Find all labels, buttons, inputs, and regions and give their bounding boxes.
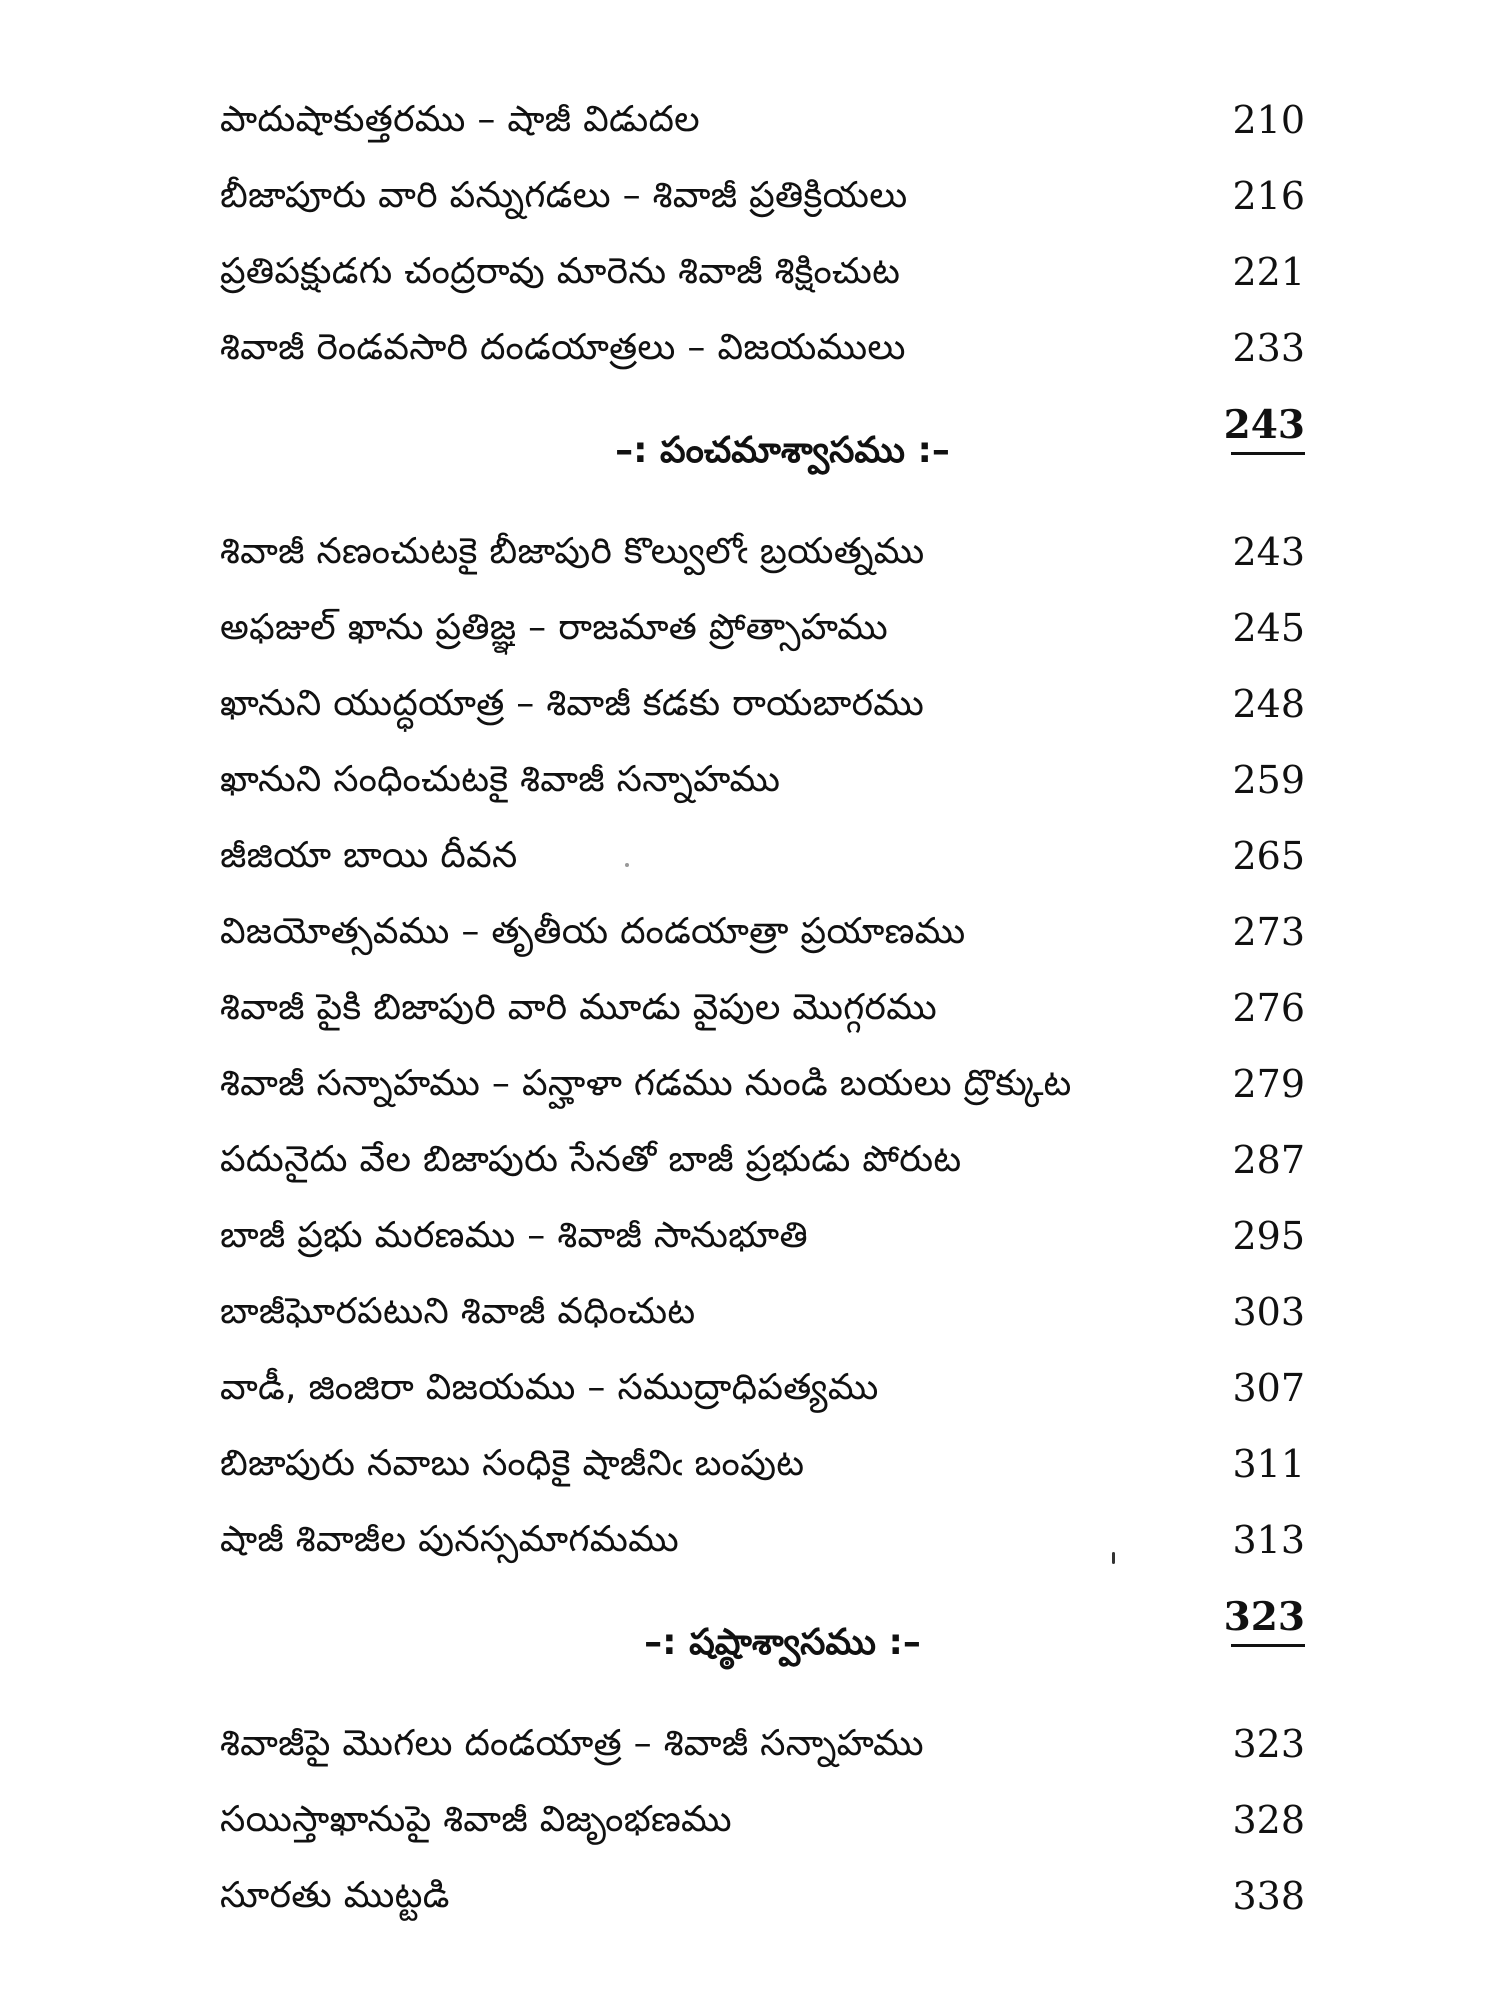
toc-entry-title: శివాజీ సన్నాహము – పన్హాళా గడము నుండి బయలు ద్రొక్కుట <box>220 1063 1072 1104</box>
toc-entry-page: 295 <box>1232 1214 1305 1258</box>
toc-entry <box>220 970 1305 1046</box>
section-page-number: 323 <box>1223 1594 1305 1640</box>
toc-entry-title: సయిస్తాఖానుపై శివాజీ విజృంభణము <box>220 1799 732 1840</box>
toc-entry-page: 221 <box>1232 250 1305 294</box>
toc-entry-title: శివాజీ రెండవసారి దండయాత్రలు – విజయములు <box>220 327 906 368</box>
section-title: –: పంచమాశ్వాసము :– <box>615 430 950 471</box>
toc-entry-page: 233 <box>1232 326 1305 370</box>
toc-entry-title: పదునైదు వేల బిజాపురు సేనతో బాజీ ప్రభుడు పోరుట <box>220 1139 962 1180</box>
toc-entry <box>220 1198 1305 1274</box>
toc-entry <box>220 1046 1305 1122</box>
toc-entry-page: 311 <box>1232 1442 1305 1486</box>
scan-mark <box>1112 1552 1115 1564</box>
toc-entry-page: 276 <box>1232 986 1305 1030</box>
toc-entry-page: 313 <box>1232 1518 1305 1562</box>
spacer <box>220 498 1305 514</box>
toc-entry <box>220 818 1305 894</box>
section-title: –: షష్ఠాశ్వాసము :– <box>644 1622 921 1663</box>
toc-entry-page: 307 <box>1232 1366 1305 1410</box>
toc-entry-title: శివాజీ పైకి బిజాపురి వారి మూడు వైపుల మొగ్గరము <box>220 987 938 1028</box>
section-page-number: 243 <box>1223 402 1305 448</box>
toc-entry-page: 248 <box>1232 682 1305 726</box>
toc-entry <box>220 1274 1305 1350</box>
toc-entry-page: 303 <box>1232 1290 1305 1334</box>
toc-entry-page: 245 <box>1232 606 1305 650</box>
toc-entry <box>220 590 1305 666</box>
toc-entry-page: 243 <box>1232 530 1305 574</box>
toc-entry <box>220 1782 1305 1858</box>
scan-speck <box>625 863 629 867</box>
toc-entry <box>220 666 1305 742</box>
section-page-underline <box>1231 452 1305 455</box>
toc-entry-page: 216 <box>1232 174 1305 218</box>
toc-entry-title: బాజీఘోరపటుని శివాజీ వధించుట <box>220 1291 696 1332</box>
toc-entry <box>220 234 1305 310</box>
toc-entry-title: శివాజీపై మొగలు దండయాత్ర – శివాజీ సన్నాహము <box>220 1723 924 1764</box>
section-page-underline <box>1231 1644 1305 1647</box>
toc-entry <box>220 1502 1305 1578</box>
toc-entry <box>220 158 1305 234</box>
toc-entry <box>220 514 1305 590</box>
toc-entry <box>220 894 1305 970</box>
toc-entry-title: పాదుషాకుత్తరము – షాజీ విడుదల <box>220 99 700 140</box>
toc-entry-title: శివాజీ నణంచుటకై బీజాపురి కొల్వులోఁ బ్రయత్నము <box>220 531 925 572</box>
toc-entry-title: ఖానుని యుద్ధయాత్ర – శివాజీ కడకు రాయబారము <box>220 683 925 724</box>
toc-entry-page: 279 <box>1232 1062 1305 1106</box>
toc-entry-title: బాజీ ప్రభు మరణము – శివాజీ సానుభూతి <box>220 1215 808 1256</box>
toc-entry-title: ప్రతిపక్షుడగు చంద్రరావు మారెను శివాజీ శిక్షించుట <box>220 251 901 292</box>
toc-entry-title: ఖానుని సంధించుటకై శివాజీ సన్నాహము <box>220 759 781 800</box>
toc-entry <box>220 1122 1305 1198</box>
toc-entry-page: 273 <box>1232 910 1305 954</box>
toc-entry <box>220 82 1305 158</box>
section-heading-panchama <box>220 386 1305 498</box>
toc-entry-title: జీజియా బాయి దీవన <box>220 835 518 876</box>
toc-entry <box>220 1350 1305 1426</box>
toc-entry-page: 210 <box>1232 98 1305 142</box>
toc-entry-page: 259 <box>1232 758 1305 802</box>
toc-entry-title: వాడీ, జింజిరా విజయము – సముద్రాధిపత్యము <box>220 1367 879 1408</box>
toc-entry <box>220 1426 1305 1502</box>
toc-entry <box>220 1858 1305 1934</box>
section-heading-shashtha <box>220 1578 1305 1690</box>
toc-entry-title: అఫజుల్ ఖాను ప్రతిజ్ఞ – రాజమాత ప్రోత్సాహము <box>220 607 888 648</box>
toc-entry-title: విజయోత్సవము – తృతీయ దండయాత్రా ప్రయాణము <box>220 911 966 952</box>
toc-entry-title: షాజీ శివాజీల పునస్సమాగమము <box>220 1519 679 1560</box>
toc-entry-title: బిజాపురు నవాబు సంధికై షాజీనిఁ బంపుట <box>220 1443 805 1484</box>
toc-entry-title: బీజాపూరు వారి పన్నుగడలు – శివాజీ ప్రతిక్రియలు <box>220 175 908 216</box>
toc-entry-page: 287 <box>1232 1138 1305 1182</box>
toc-entry-page: 338 <box>1232 1874 1305 1918</box>
spacer <box>220 1690 1305 1706</box>
toc-entry-title: సూరతు ముట్టడి <box>220 1875 450 1916</box>
toc-entry <box>220 1706 1305 1782</box>
table-of-contents <box>220 82 1305 1934</box>
toc-entry-page: 265 <box>1232 834 1305 878</box>
toc-entry <box>220 742 1305 818</box>
toc-entry-page: 328 <box>1232 1798 1305 1842</box>
toc-entry-page: 323 <box>1232 1722 1305 1766</box>
toc-entry <box>220 310 1305 386</box>
